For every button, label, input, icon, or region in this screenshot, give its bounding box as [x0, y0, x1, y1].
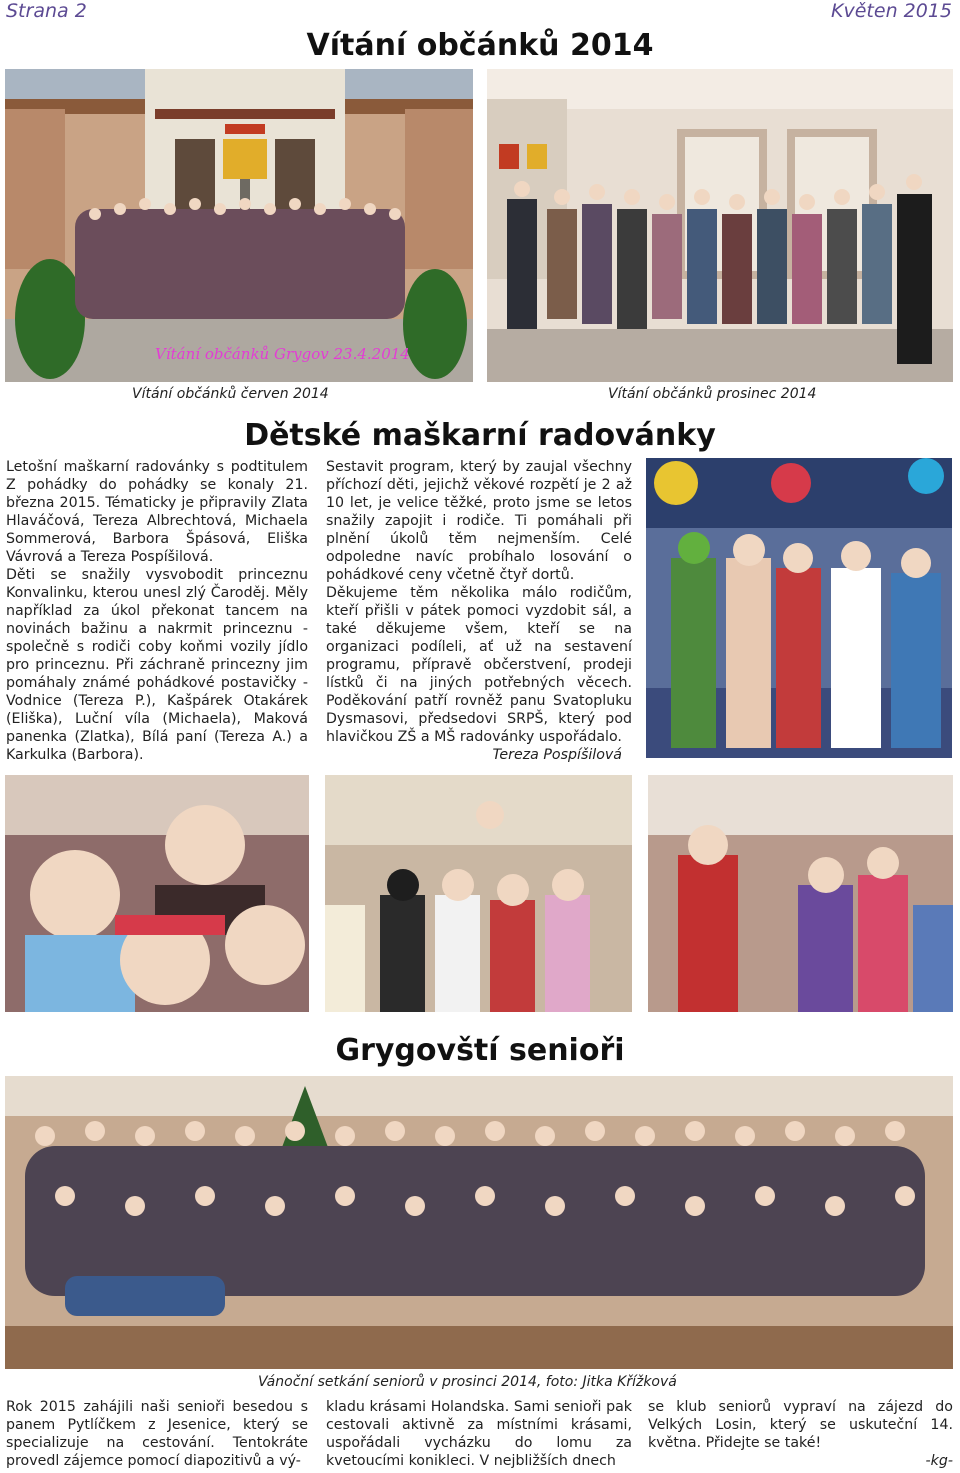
photo-vitani-cerven	[5, 69, 473, 382]
maskarni-paragraph-1: Letošní maškarní radovánky s podtitulem Z pohádky do pohádky se konaly 21. března 2015. Tématicky je připravily Zlata Hlaváčová, Tereza Albrechtová, Michaela Sommerová, Barbora Špásová, Eliška Vávrová a Tereza Pospíšilová.	[6, 459, 308, 565]
page-number: Strana 2	[6, 0, 87, 22]
maskarni-column-2	[326, 458, 632, 764]
seniori-paragraph-2: kladu krásami Holandska. Sami senioři pak cestovali aktivně za místními krásami, uspořádali vycházku do lomu za kvetoucími konikleci. V nejbližších dnech	[326, 1399, 632, 1469]
seniori-paragraph-3: se klub seniorů vypraví na zájezd do Velkých Losin, který se uskuteční 14. května. Přidejte se také!	[648, 1399, 953, 1451]
seniori-paragraph-1: Rok 2015 zahájili naši senioři besedou s panem Pytlíčkem z Jesenice, který se specializuje na cestování. Tentokráte provedl zájemce pomocí diapozitivů a vý-	[6, 1399, 308, 1469]
maskarni-paragraph-3: Sestavit program, který by zaujal všechny příchozí děti, jejichž věkové rozpětí je 2 až 10 let, je velice těžké, proto jsme se letos snažily zapojit i rodiče. Ti pomáhali při plnění úkolů těm nejmenším. Celé odpoledne navíc probíhalo losování o pohádkové ceny včetně čtyř dortů.	[326, 459, 632, 583]
caption-seniori: Vánoční setkání seniorů v prosinci 2014, foto: Jitka Křížková	[258, 1374, 677, 1390]
seniori-column-3	[648, 1398, 953, 1470]
sign-red	[225, 124, 265, 134]
section-title-vitani: Vítání občánků 2014	[306, 28, 654, 63]
photo-overlay-text: Vítání občánků Grygov 23.4.2014	[155, 345, 410, 363]
photo-maskarni-deti-2	[325, 775, 632, 1012]
issue-date: Květen 2015	[831, 0, 952, 22]
seniori-column-1	[6, 1398, 308, 1470]
maskarni-column-1	[6, 458, 308, 764]
photo-maskarni-postavicky	[646, 458, 952, 758]
photo-vitani-prosinec	[487, 69, 953, 382]
photo-seniori-vanocni	[5, 1076, 953, 1369]
photo-maskarni-deti-3	[648, 775, 953, 1012]
caption-vitani-prosinec: Vítání občánků prosinec 2014	[608, 386, 817, 402]
maskarni-paragraph-2: Děti se snažily vysvobodit princeznu Konvalinku, kterou unesl zlý Čaroděj. Měly například za úkol překonat tancem na novinách bažinu a nakrmit princeznu - společně s rodiči coby koňmi vozily jídlo pro princeznu. Při záchraně princezny jim pomáhaly známé pohádkové postavičky - Vodnice (Tereza P.), Kašpárek Otakárek (Eliška), Luční víla (Michaela), Maková panenka (Zlatka), Bílá paní (Tereza A.) a Karkulka (Barbora).	[6, 567, 308, 763]
seniori-signature: -kg-	[925, 1453, 953, 1469]
section-title-maskarni: Dětské maškarní radovánky	[244, 418, 716, 453]
seniori-column-2	[326, 1398, 632, 1470]
maskarni-paragraph-4: Děkujeme těm několika málo rodičům, kteří přišli v pátek pomoci vyzdobit sál, a také děkujeme všem, kteří se na organizaci podíleli, ať už na sestavení programu, přípravě občerstvení, prodeji lístků či na jiných potřebných věcech. Poděkování patří rovněž panu Svatopluku Dysmasovi, předsedovi SRPŠ, který pod hlavičkou ZŠ a MŠ radovánky uspořádalo.	[326, 585, 632, 745]
maskarni-signature: Tereza Pospíšilová	[492, 747, 622, 763]
photo-maskarni-deti-1	[5, 775, 309, 1012]
section-title-seniori: Grygovští senioři	[335, 1033, 625, 1068]
caption-vitani-cerven: Vítání občánků červen 2014	[132, 386, 329, 402]
